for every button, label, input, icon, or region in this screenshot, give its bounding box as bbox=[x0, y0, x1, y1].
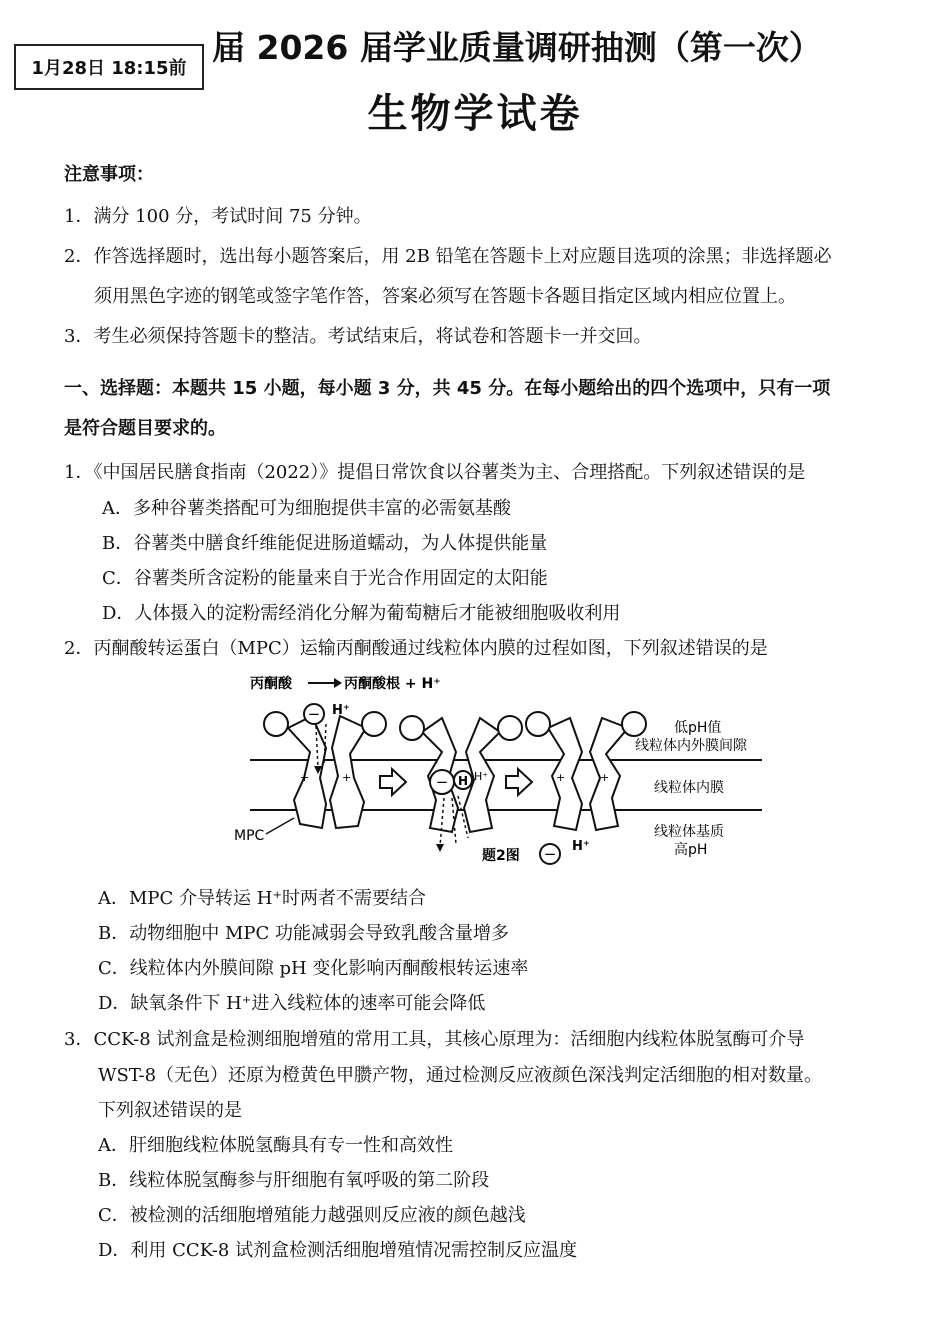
question-3-option-d: D．利用 CCK-8 试剂盒检测活细胞增殖情况需控制反应温度 bbox=[98, 1240, 578, 1261]
svg-text:H⁺: H⁺ bbox=[474, 770, 489, 783]
notice-item: 2．作答选择题时，选出每小题答案后，用 2B 铅笔在答题卡上对应题目选项的涂黑；非选择题必 bbox=[64, 246, 832, 267]
label-pyruvate: 丙酮酸 bbox=[250, 676, 292, 692]
question-3-option-b: B．线粒体脱氢酶参与肝细胞有氧呼吸的第二阶段 bbox=[98, 1170, 490, 1191]
question-3-option-c: C．被检测的活细胞增殖能力越强则反应液的颜色越浅 bbox=[98, 1205, 526, 1226]
question-2-option-c: C．线粒体内外膜间隙 pH 变化影响丙酮酸根转运速率 bbox=[98, 958, 529, 979]
question-1-stem: 1．《中国居民膳食指南（2022）》提倡日常饮食以谷薯类为主、合理搭配。下列叙述错误的是 bbox=[64, 462, 806, 483]
notice-heading: 注意事项： bbox=[64, 164, 154, 185]
deadline-stamp: 1月28日 18:15前 bbox=[14, 44, 204, 90]
question-2-option-d: D．缺氧条件下 H⁺进入线粒体的速率可能会降低 bbox=[98, 993, 486, 1014]
question-2-option-b: B．动物细胞中 MPC 功能减弱会导致乳酸含量增多 bbox=[98, 923, 509, 944]
notice-item: 须用黑色字迹的钢笔或签字笔作答，答案必须写在答题卡各题目指定区域内相应位置上。 bbox=[94, 286, 796, 307]
question-2-option-a: A．MPC 介导转运 H⁺时两者不需要结合 bbox=[98, 888, 426, 909]
question-1-option-c: C．谷薯类所含淀粉的能量来自于光合作用固定的太阳能 bbox=[102, 568, 548, 589]
question-3-option-a: A．肝细胞线粒体脱氢酶具有专一性和高效性 bbox=[98, 1135, 453, 1156]
question-3-stem: 3．CCK-8 试剂盒是检测细胞增殖的常用工具，其核心原理为：活细胞内线粒体脱氢酶可介导 bbox=[64, 1029, 805, 1050]
label-pyruvate-ion: 丙酮酸根 + H⁺ bbox=[344, 676, 441, 692]
transition-arrow-1 bbox=[380, 769, 406, 795]
figure-caption: 题2图 bbox=[482, 848, 520, 864]
svg-text:−: − bbox=[307, 705, 321, 723]
exam-series-title: 届 2026 届学业质量调研抽测（第一次） bbox=[212, 28, 822, 67]
transition-arrow-2 bbox=[506, 769, 532, 795]
section-heading-cont: 是符合题目要求的。 bbox=[64, 418, 226, 439]
svg-text:+: + bbox=[556, 771, 566, 784]
svg-text:−: − bbox=[543, 845, 557, 863]
mpc-protein-3 bbox=[526, 712, 646, 830]
svg-text:H: H bbox=[457, 774, 469, 788]
label-high-ph: 高pH bbox=[674, 842, 708, 858]
question-1-option-a: A．多种谷薯类搭配可为细胞提供丰富的必需氨基酸 bbox=[102, 498, 511, 519]
label-mpc: MPC bbox=[234, 828, 265, 844]
question-2-stem: 2．丙酮酸转运蛋白（MPC）运输丙酮酸通过线粒体内膜的过程如图，下列叙述错误的是 bbox=[64, 638, 768, 659]
label-matrix: 线粒体基质 bbox=[654, 824, 724, 840]
svg-text:+: + bbox=[342, 771, 352, 784]
section-heading: 一、选择题：本题共 15 小题，每小题 3 分，共 45 分。在每小题给出的四个选项中，只有一项 bbox=[64, 378, 831, 399]
notice-item: 3．考生必须保持答题卡的整洁。考试结束后，将试卷和答题卡一并交回。 bbox=[64, 326, 652, 347]
page-title: 生物学试卷 bbox=[367, 91, 583, 137]
svg-text:H⁺: H⁺ bbox=[332, 703, 350, 718]
svg-text:H⁺: H⁺ bbox=[572, 839, 590, 854]
mpc-transport-figure bbox=[230, 668, 790, 872]
svg-text:−: − bbox=[435, 773, 449, 791]
question-1-option-d: D．人体摄入的淀粉需经消化分解为葡萄糖后才能被细胞吸收利用 bbox=[102, 603, 621, 624]
question-3-stem-cont: 下列叙述错误的是 bbox=[98, 1100, 242, 1121]
question-1-option-b: B．谷薯类中膳食纤维能促进肠道蠕动，为人体提供能量 bbox=[102, 533, 548, 554]
svg-text:+: + bbox=[600, 771, 610, 784]
label-intermembrane-space: 线粒体内外膜间隙 bbox=[635, 738, 747, 754]
label-low-ph: 低pH值 bbox=[674, 720, 722, 736]
notice-item: 1．满分 100 分，考试时间 75 分钟。 bbox=[64, 206, 372, 227]
question-3-stem-cont: WST-8（无色）还原为橙黄色甲臜产物，通过检测反应液颜色深浅判定活细胞的相对数量。 bbox=[98, 1065, 823, 1086]
label-inner-membrane: 线粒体内膜 bbox=[654, 780, 724, 796]
svg-text:+: + bbox=[300, 771, 310, 784]
